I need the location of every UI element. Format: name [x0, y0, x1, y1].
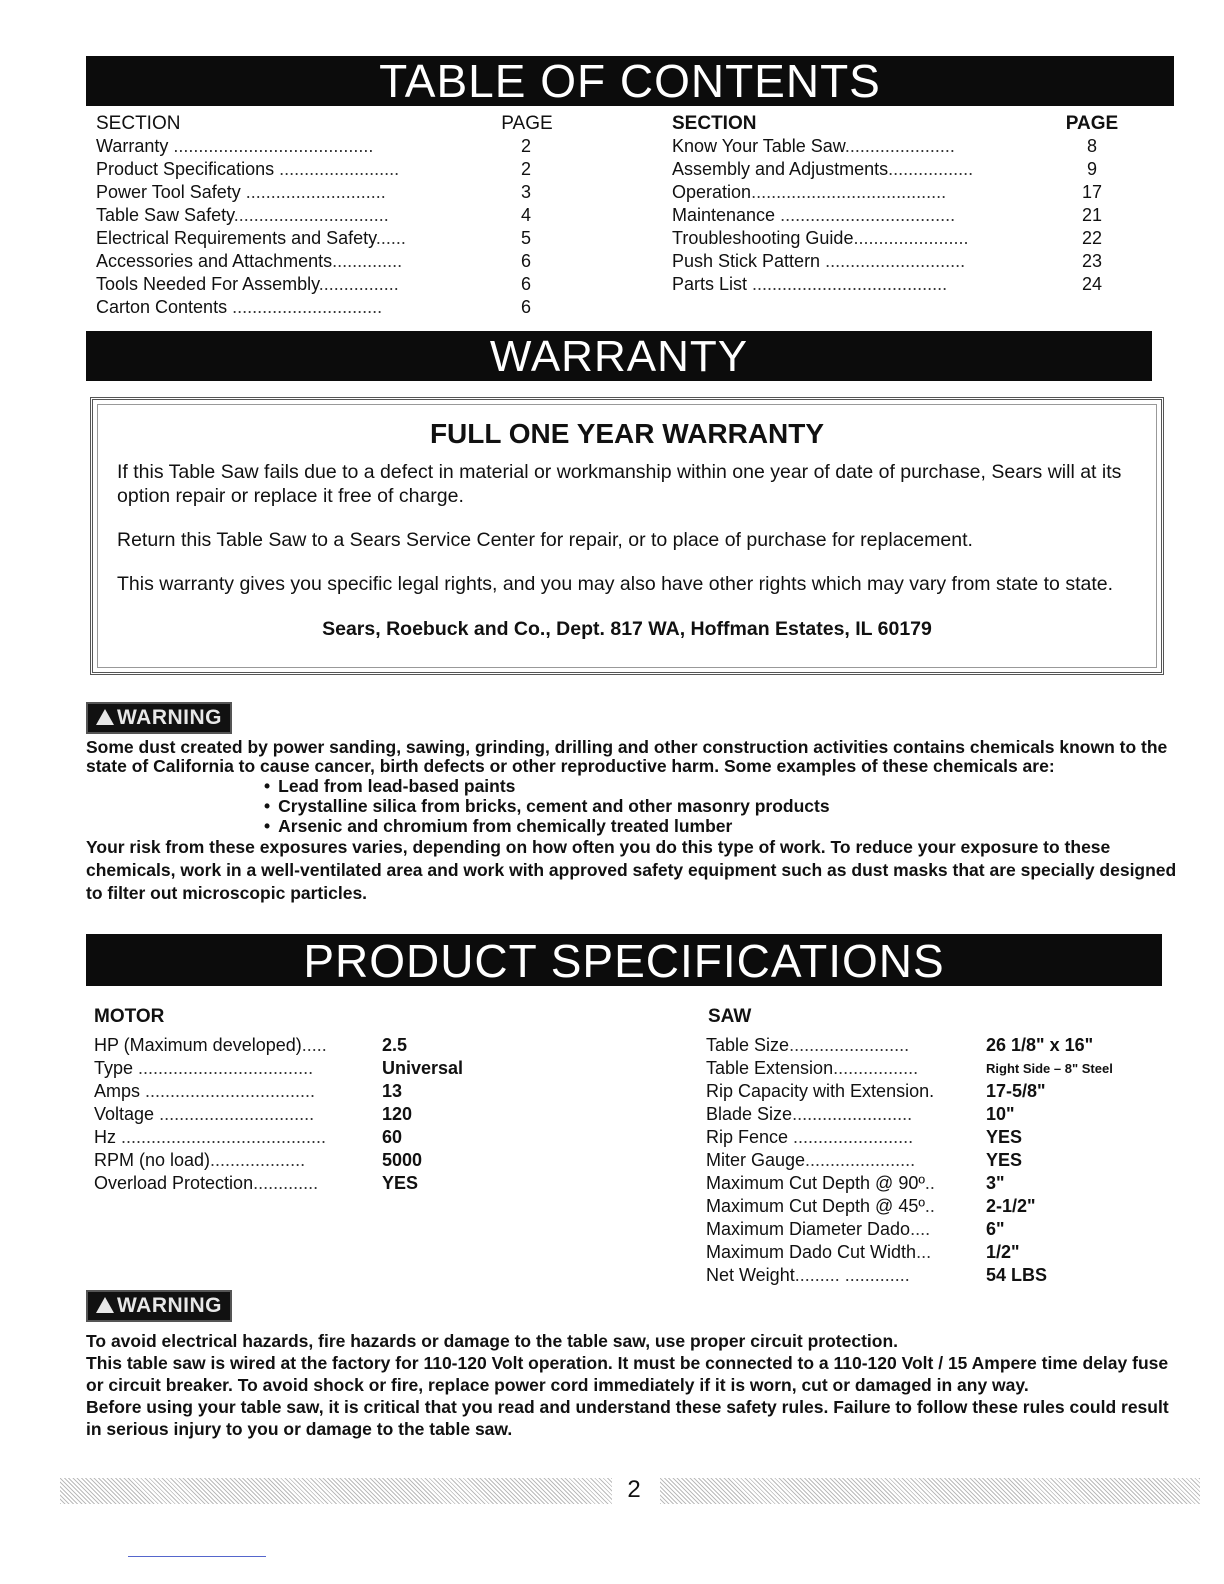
toc-page-number: 3 — [520, 182, 531, 202]
toc-row — [672, 204, 1142, 227]
toc-leader-dots: ....................... — [853, 228, 969, 248]
toc-entry-label: Operation — [672, 182, 752, 202]
spec-value: 3" — [986, 1173, 1005, 1193]
electrical-warning-p1: To avoid electrical hazards, fire hazards or damage to the table saw, use proper circuit protection. — [86, 1331, 899, 1351]
spec-label-text: Amps — [94, 1081, 141, 1101]
motor-specs — [94, 1034, 514, 1195]
toc-leader-dots: ............................ — [240, 182, 386, 202]
spec-leader-dots: ........................ — [788, 1127, 914, 1147]
toc-entry-label: Maintenance — [672, 205, 776, 225]
toc-leader-dots: ................. — [888, 159, 974, 179]
footer-pattern-left — [60, 1478, 612, 1504]
toc-entry — [96, 181, 452, 204]
spec-row — [94, 1080, 514, 1103]
spec-leader-dots: ........................ — [789, 1035, 910, 1055]
toc-page-number: 2 — [520, 159, 531, 179]
spec-label — [94, 1149, 358, 1172]
spec-label — [706, 1264, 962, 1287]
spec-leader-dots: ............. — [253, 1173, 319, 1193]
toc-row — [672, 227, 1142, 250]
warning-triangle-icon — [96, 709, 114, 725]
toc-page-number: 22 — [1081, 228, 1103, 248]
warranty-address: Sears, Roebuck and Co., Dept. 817 WA, Hoffman Estates, IL 60179 — [322, 618, 932, 640]
toc-leader-dots: ........................ — [274, 159, 400, 179]
toc-page-number: 21 — [1081, 205, 1103, 225]
spec-value: 6" — [986, 1219, 1005, 1239]
toc-page-number: 2 — [520, 136, 531, 156]
toc-entry-label: Know Your Table Saw — [672, 136, 845, 156]
spec-row — [706, 1126, 1166, 1149]
spec-label-text: Maximum Dado Cut Width — [706, 1242, 917, 1262]
spec-value: 17-5/8" — [986, 1081, 1046, 1101]
spec-row — [706, 1172, 1166, 1195]
spec-label — [706, 1034, 962, 1057]
toc-entry-label: Assembly and Adjustments — [672, 159, 889, 179]
warning-badge — [86, 1290, 232, 1322]
warranty-paragraph: Return this Table Saw to a Sears Service Center for repair, or to place of purchase for replacement. — [117, 529, 973, 551]
toc-page-number: 8 — [1086, 136, 1097, 156]
list-item: • Crystalline silica from bricks, cement and other masonry products — [86, 796, 1186, 816]
warranty-paragraph: If this Table Saw fails due to a defect in material or workmanship within one year of date of purchase, Sears will at its option repair or replace it free of charge. — [117, 461, 1122, 507]
toc-page-number: 6 — [520, 274, 531, 294]
spec-leader-dots: .................................. — [140, 1081, 316, 1101]
spec-leader-dots: ..... — [301, 1035, 327, 1055]
spec-leader-dots: ................. — [833, 1058, 919, 1078]
toc-leader-dots: ...... — [375, 228, 406, 248]
spec-label — [706, 1080, 962, 1103]
toc-entry-label: Tools Needed For Assembly — [96, 274, 319, 294]
spec-value: YES — [986, 1150, 1023, 1170]
spec-label — [706, 1195, 962, 1218]
electrical-warning-p3: Before using your table saw, it is critical that you read and understand these safety rules. Failure to follow these rules could result in serious injury to you or damage to the table saw. — [86, 1397, 1169, 1439]
toc-leader-dots: ............................... — [233, 205, 389, 225]
spec-leader-dots: ...................... — [805, 1150, 916, 1170]
spec-value: 60 — [382, 1127, 403, 1147]
toc-entry-label: Push Stick Pattern — [672, 251, 821, 271]
dust-warning-outro: Your risk from these exposures varies, depending on how often you do this type of work. To reduce your exposure to these chemicals, work in a well-ventilated area and work with approved safety equipment such as dust masks that are specially designed to filter out microscopic particles. — [86, 837, 1177, 903]
toc-entry-label: Power Tool Safety — [96, 182, 241, 202]
spec-label-text: Net Weight — [706, 1265, 795, 1285]
toc-page-number: 9 — [1086, 159, 1097, 179]
spec-label-text: Voltage — [94, 1104, 155, 1124]
toc-row — [96, 273, 566, 296]
toc-entry-label: Electrical Requirements and Safety — [96, 228, 376, 248]
spec-row — [706, 1103, 1166, 1126]
toc-row — [672, 250, 1142, 273]
dust-warning-text — [86, 738, 1186, 905]
warranty-paragraph: This warranty gives you specific legal rights, and you may also have other rights which may vary from state to state. — [117, 573, 1114, 595]
spec-row — [706, 1195, 1166, 1218]
toc-entry — [96, 250, 452, 273]
toc-leader-dots: .............. — [332, 251, 403, 271]
dust-warning-intro: Some dust created by power sanding, sawing, grinding, drilling and other construction activities contains chemicals known to the state of California to cause cancer, birth defects or other reproductive harm. Some examples of these chemicals are: — [86, 737, 1168, 776]
spec-leader-dots: ................................... — [133, 1058, 314, 1078]
spec-value: 2.5 — [382, 1035, 408, 1055]
toc-leader-dots: ...................... — [844, 136, 955, 156]
toc-row — [96, 204, 566, 227]
toc-row — [96, 181, 566, 204]
warranty-box — [90, 397, 1164, 675]
toc-leader-dots: .............................. — [227, 297, 383, 317]
spec-label-text: Miter Gauge — [706, 1150, 806, 1170]
spec-leader-dots: ................... — [210, 1150, 306, 1170]
spec-label-text: Maximum Diameter Dado — [706, 1219, 911, 1239]
toc-page-number: 5 — [520, 228, 531, 248]
toc-page-header: PAGE — [501, 113, 553, 134]
spec-leader-dots: ... — [916, 1242, 932, 1262]
spec-label-text: HP (Maximum developed) — [94, 1035, 302, 1055]
footer-pattern-right — [660, 1478, 1200, 1504]
list-item: • Lead from lead-based paints — [86, 776, 1186, 796]
toc-entry — [96, 273, 452, 296]
spec-label — [706, 1126, 962, 1149]
spec-label-text: RPM (no load) — [94, 1150, 211, 1170]
toc-section-header: SECTION — [672, 113, 757, 134]
toc-page-number: 4 — [520, 205, 531, 225]
toc-leader-dots: ........................................ — [168, 136, 374, 156]
spec-label — [94, 1126, 358, 1149]
toc-entry — [96, 158, 452, 181]
spec-label-text: Table Extension — [706, 1058, 834, 1078]
spec-row — [94, 1034, 514, 1057]
spec-value: 26 1/8" x 16" — [986, 1035, 1094, 1055]
spec-leader-dots: .. — [924, 1196, 935, 1216]
toc-row — [672, 158, 1142, 181]
toc-entry — [672, 273, 1024, 296]
spec-label — [94, 1080, 358, 1103]
saw-specs — [706, 1034, 1166, 1287]
toc-leader-dots: ................ — [318, 274, 399, 294]
toc-page-number: 6 — [520, 297, 531, 317]
toc-page-number: 6 — [520, 251, 531, 271]
spec-row — [706, 1264, 1166, 1287]
warning-badge — [86, 702, 232, 734]
toc-entry-label: Accessories and Attachments — [96, 251, 333, 271]
toc-right-column — [672, 112, 1142, 296]
spec-value: 2-1/2" — [986, 1196, 1036, 1216]
spec-label-text: Hz — [94, 1127, 116, 1147]
spec-label — [94, 1103, 358, 1126]
spec-label-text: Type — [94, 1058, 134, 1078]
spec-row — [706, 1057, 1166, 1080]
toc-row — [96, 296, 566, 319]
toc-row — [96, 250, 566, 273]
spec-value: Right Side – 8" Steel — [986, 1061, 1113, 1076]
toc-entry — [672, 181, 1024, 204]
toc-banner: TABLE OF CONTENTS — [86, 56, 1174, 106]
spec-row — [94, 1126, 514, 1149]
warranty-title: FULL ONE YEAR WARRANTY — [429, 418, 825, 449]
toc-entry — [672, 135, 1024, 158]
spec-label-text: Rip Fence — [706, 1127, 789, 1147]
toc-entry — [96, 135, 452, 158]
spec-value: 5000 — [382, 1150, 423, 1170]
toc-left-column — [96, 112, 566, 319]
toc-page-number: 24 — [1081, 274, 1103, 294]
toc-entry-label: Table Saw Safety — [96, 205, 234, 225]
spec-leader-dots: .. — [924, 1173, 935, 1193]
spec-row — [706, 1080, 1166, 1103]
warranty-banner: WARRANTY — [86, 331, 1152, 381]
electrical-warning-text — [86, 1330, 1186, 1440]
spec-value: YES — [986, 1127, 1023, 1147]
saw-header: SAW — [708, 1006, 752, 1027]
specs-banner: PRODUCT SPECIFICATIONS — [86, 934, 1162, 986]
spec-row — [94, 1057, 514, 1080]
toc-section-header: SECTION — [96, 113, 181, 134]
spec-value: Universal — [382, 1058, 464, 1078]
page-number: 2 — [627, 1476, 641, 1503]
toc-entry — [672, 227, 1024, 250]
spec-label-text: Rip Capacity with Extension. — [706, 1081, 935, 1101]
warning-badge-label: WARNING — [117, 706, 222, 729]
spec-row — [94, 1172, 514, 1195]
toc-row — [672, 135, 1142, 158]
spec-value: 54 LBS — [986, 1265, 1048, 1285]
motor-header: MOTOR — [94, 1006, 165, 1027]
spec-label-text: Table Size — [706, 1035, 790, 1055]
spec-row — [706, 1034, 1166, 1057]
spec-label — [706, 1241, 962, 1264]
spec-leader-dots: ......................................... — [116, 1127, 327, 1147]
toc-page-number: 17 — [1081, 182, 1103, 202]
warning-badge-label: WARNING — [117, 1294, 222, 1317]
spec-value: 13 — [382, 1081, 403, 1101]
toc-entry-label: Troubleshooting Guide — [672, 228, 854, 248]
toc-leader-dots: ............................ — [820, 251, 966, 271]
toc-entry-label: Warranty — [96, 136, 169, 156]
spec-label-text: Maximum Cut Depth @ 90º — [706, 1173, 925, 1193]
toc-row — [96, 135, 566, 158]
spec-row — [706, 1149, 1166, 1172]
spec-label-text: Blade Size — [706, 1104, 793, 1124]
toc-entry-label: Parts List — [672, 274, 748, 294]
spec-label — [706, 1149, 962, 1172]
divider — [128, 1556, 266, 1557]
toc-row — [672, 181, 1142, 204]
spec-value: YES — [382, 1173, 419, 1193]
electrical-warning-p2: This table saw is wired at the factory for 110-120 Volt operation. It must be connected to a 110-120 Volt / 15 Ampere time delay fuse or circuit breaker. To avoid shock or fire, replace power cord immediately if it is worn, cut or damaged in any way. — [86, 1353, 1169, 1395]
toc-page-number: 23 — [1081, 251, 1103, 271]
spec-value: 120 — [382, 1104, 413, 1124]
toc-row — [672, 273, 1142, 296]
warning-triangle-icon — [96, 1297, 114, 1313]
toc-entry — [96, 296, 452, 319]
toc-leader-dots: ................................... — [775, 205, 956, 225]
toc-entry-label: Product Specifications — [96, 159, 275, 179]
toc-entry-label: Carton Contents — [96, 297, 228, 317]
toc-entry — [672, 204, 1024, 227]
toc-entry — [672, 250, 1024, 273]
toc-leader-dots: ....................................... — [751, 182, 947, 202]
spec-label — [706, 1103, 962, 1126]
spec-row — [706, 1218, 1166, 1241]
spec-label — [706, 1172, 962, 1195]
spec-leader-dots: .... — [910, 1219, 931, 1239]
spec-row — [706, 1241, 1166, 1264]
spec-value: 10" — [986, 1104, 1015, 1124]
spec-label — [706, 1057, 962, 1080]
toc-page-header: PAGE — [1065, 113, 1119, 134]
toc-leader-dots: ....................................... — [747, 274, 948, 294]
spec-label-text: Maximum Cut Depth @ 45º — [706, 1196, 925, 1216]
spec-row — [94, 1149, 514, 1172]
spec-leader-dots: ........................ — [792, 1104, 913, 1124]
spec-row — [94, 1103, 514, 1126]
spec-label-text: Overload Protection — [94, 1173, 254, 1193]
spec-label — [94, 1034, 358, 1057]
spec-label — [706, 1218, 962, 1241]
spec-value: 1/2" — [986, 1242, 1020, 1262]
toc-row — [96, 227, 566, 250]
list-item: • Arsenic and chromium from chemically treated lumber — [86, 816, 1186, 836]
toc-entry — [96, 227, 452, 250]
spec-label — [94, 1057, 358, 1080]
spec-leader-dots: ............................... — [154, 1104, 315, 1124]
chemical-list — [86, 776, 1186, 836]
spec-label — [94, 1172, 358, 1195]
toc-entry — [672, 158, 1024, 181]
toc-row — [96, 158, 566, 181]
toc-entry — [96, 204, 452, 227]
spec-leader-dots: ......... ............. — [794, 1265, 910, 1285]
